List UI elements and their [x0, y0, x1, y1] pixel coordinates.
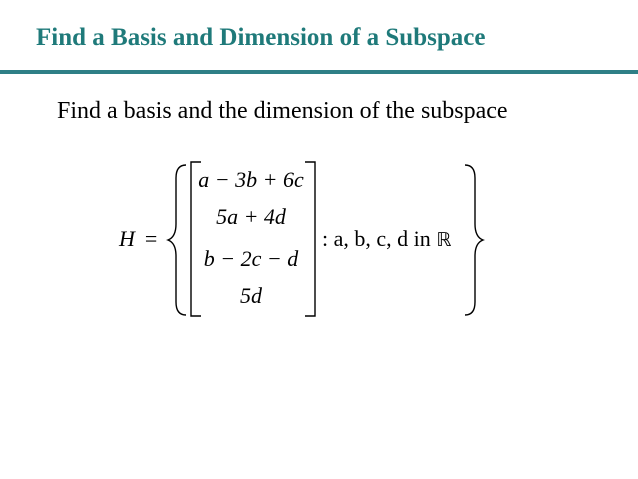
set-name: H: [119, 226, 135, 251]
real-numbers-symbol: ℝ: [436, 229, 452, 251]
set-symbol: [119, 226, 157, 252]
right-curly-brace: [465, 165, 483, 315]
slide-title: Find a Basis and Dimension of a Subspace: [36, 24, 486, 51]
matrix-row-4: 5d: [240, 283, 262, 308]
problem-statement: Find a basis and the dimension of the subspace: [57, 98, 508, 124]
set-condition: [322, 226, 451, 252]
matrix-row-2: 5a + 4d: [216, 204, 286, 229]
matrix-row-3: b − 2c − d: [203, 246, 299, 271]
matrix-row-1: a − 3b + 6c: [198, 167, 304, 192]
equals-sign: =: [144, 226, 158, 251]
condition-text: : a, b, c, d in: [322, 226, 431, 251]
